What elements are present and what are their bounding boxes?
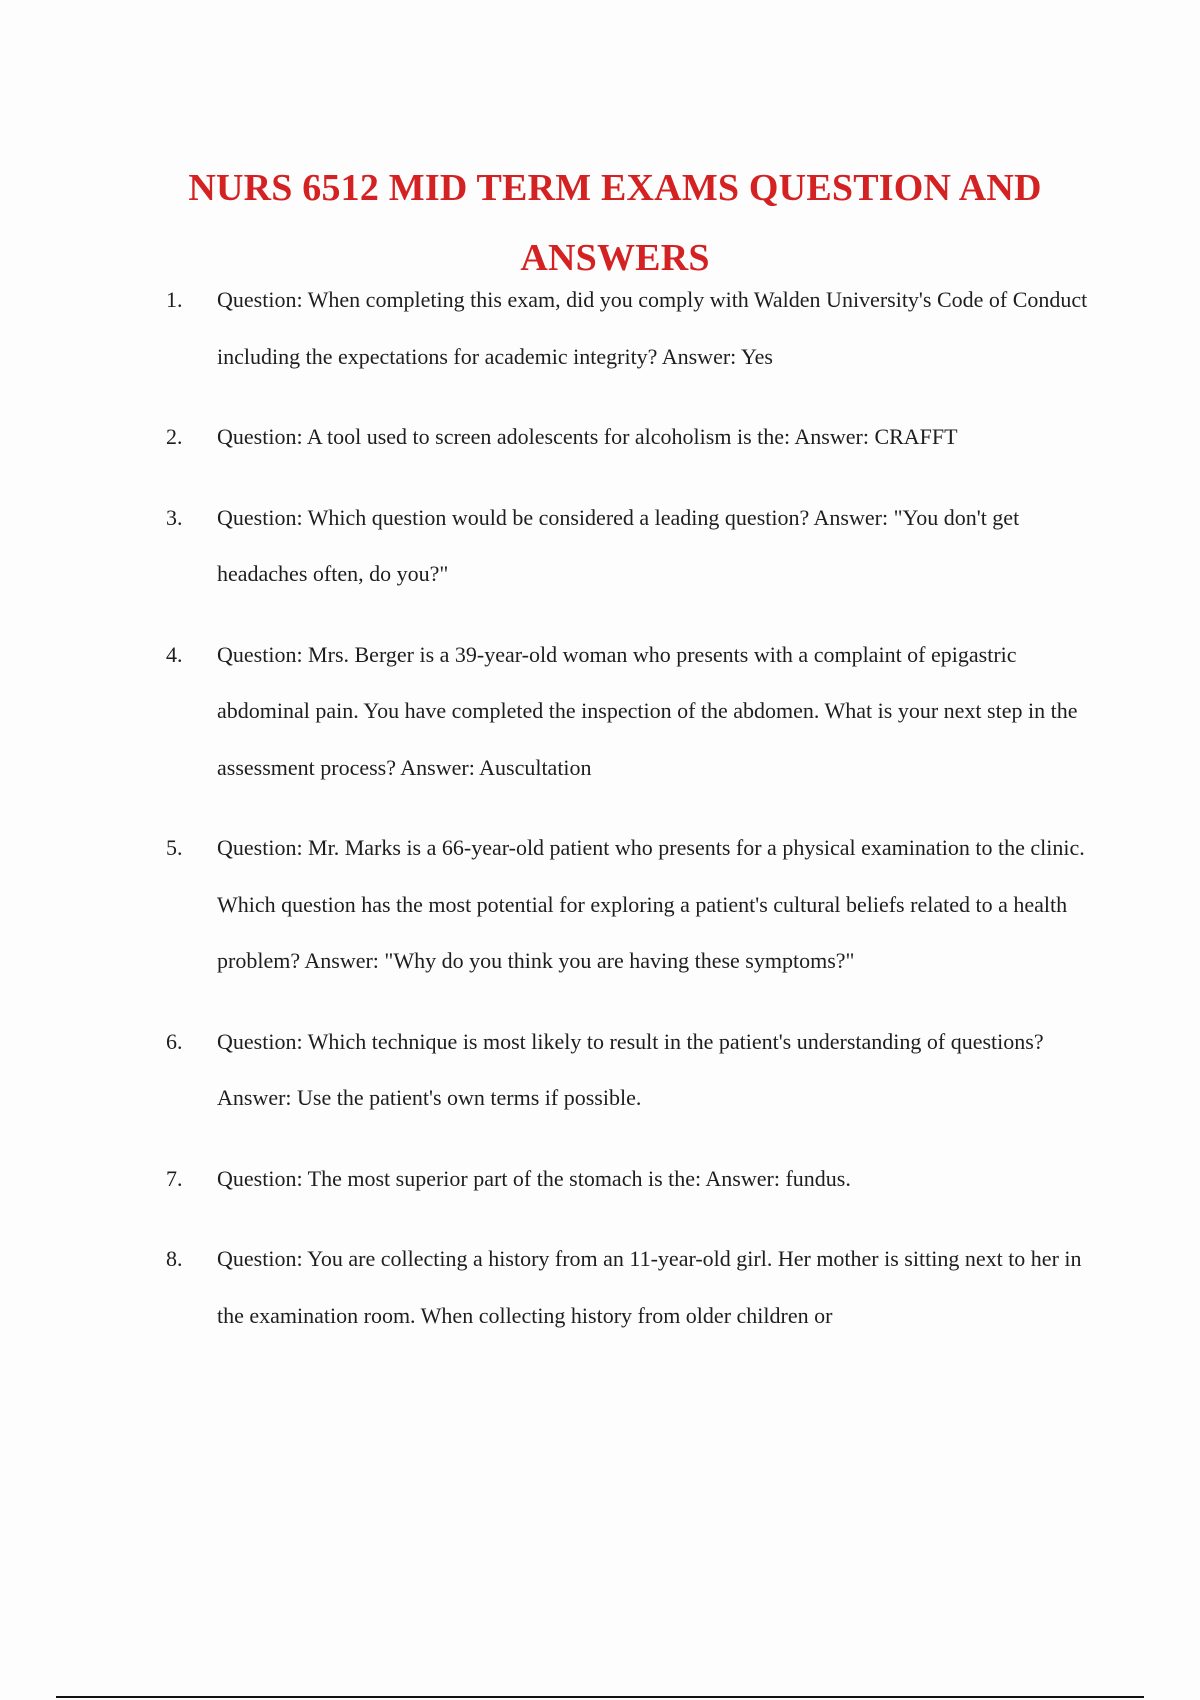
question-item-6: [0, 1014, 1200, 1127]
page-title: NURS 6512 MID TERM EXAMS QUESTION AND ANSWERS: [188, 167, 1042, 280]
question-number: 3.: [166, 504, 183, 530]
page-bottom-divider: [56, 1696, 1144, 1698]
question-item-3: [0, 490, 1200, 603]
question-number: 4.: [166, 641, 183, 667]
question-number: 8.: [166, 1246, 183, 1271]
question-text: Question: The most superior part of the stomach is the: Answer: fundus.: [217, 1165, 851, 1191]
question-text: Question: Which technique is most likely to result in the patient's understanding of questions? Answer: Use the patient's own terms if possible.: [217, 1028, 1044, 1110]
question-text: Question: Mr. Marks is a 66-year-old patient who presents for a physical examination to the clinic. Which question has the most potential for exploring a patient's cultural beliefs related to a health problem? Answer: "Why do you think you are having these symptoms?": [217, 835, 1085, 973]
question-item-4: [0, 627, 1200, 797]
question-number: 7.: [166, 1165, 183, 1191]
question-item-5: [0, 820, 1200, 990]
question-item-1: [0, 272, 1200, 385]
question-item-2: [0, 409, 1200, 466]
question-item-8: [0, 1231, 1200, 1344]
question-number: 2.: [166, 424, 183, 449]
question-item-7: [0, 1151, 1200, 1208]
question-list: [0, 272, 1200, 1368]
question-text: Question: You are collecting a history from an 11-year-old girl. Her mother is sitting next to her in the examination room. When collecting history from older children or: [217, 1246, 1082, 1328]
question-text: Question: Which question would be considered a leading question? Answer: "You don't get headaches often, do you?": [217, 504, 1020, 586]
question-number: 1.: [166, 287, 183, 312]
question-number: 5.: [166, 835, 183, 860]
question-text: Question: A tool used to screen adolescents for alcoholism is the: Answer: CRAFFT: [217, 424, 958, 449]
question-text: Question: When completing this exam, did you comply with Walden University's Code of Conduct including the expectations for academic integrity? Answer: Yes: [217, 287, 1088, 369]
question-number: 6.: [166, 1028, 183, 1054]
question-text: Question: Mrs. Berger is a 39-year-old woman who presents with a complaint of epigastric abdominal pain. You have completed the inspection of the abdomen. What is your next step in the assessment process? Answer: Auscultation: [217, 641, 1078, 780]
